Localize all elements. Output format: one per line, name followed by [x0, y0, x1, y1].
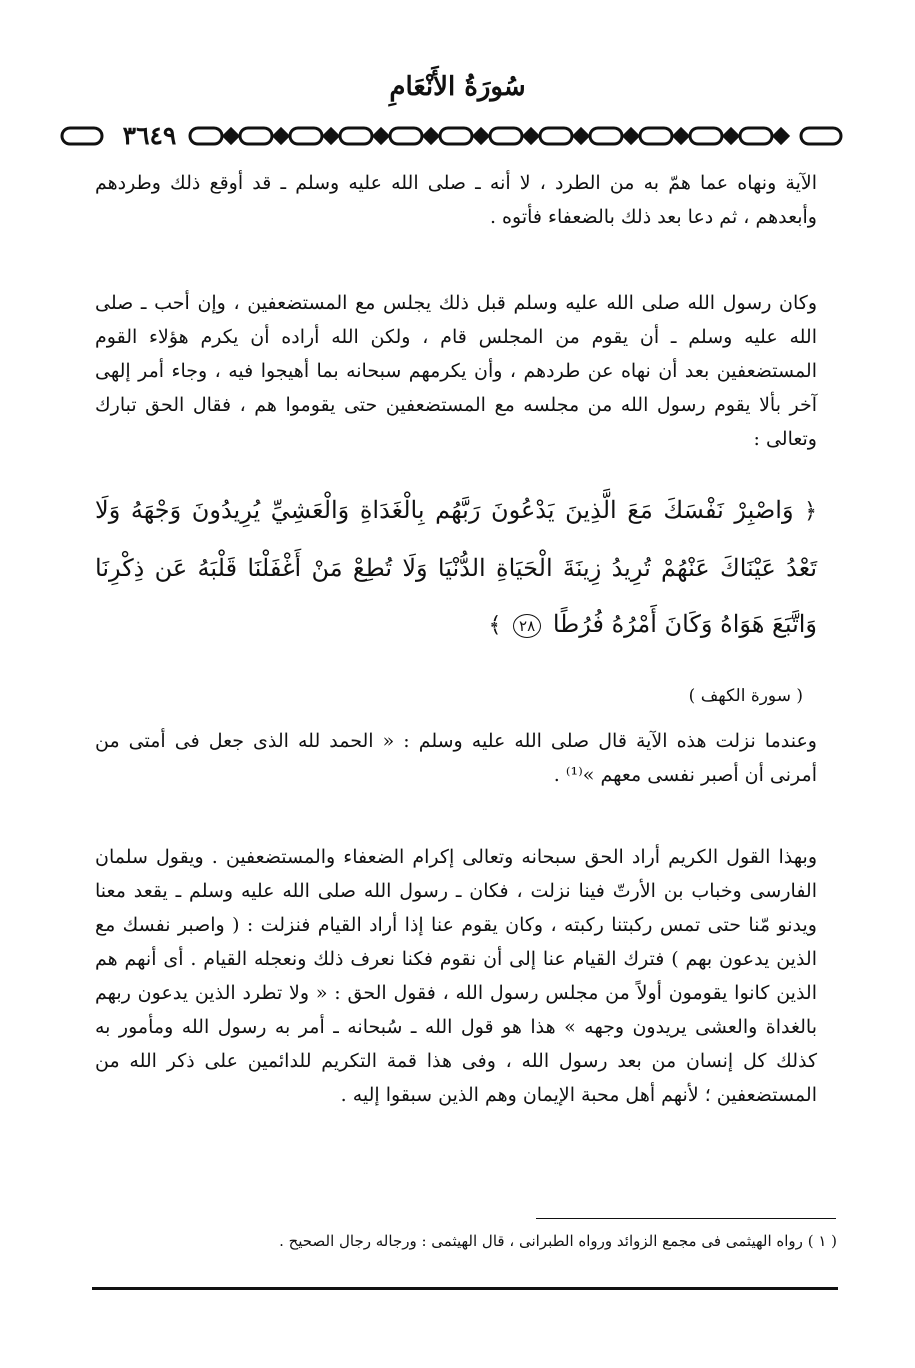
verse-close-ornament: ﴾ — [488, 613, 502, 638]
paragraph-3: وعندما نزلت هذه الآية قال صلى الله عليه وسلم : « الحمد لله الذى جعل فى أمتى من أمرنى أن أصبر نفسى معهم »⁽¹⁾ . — [95, 730, 817, 786]
ayah-number-badge: ٢٨ — [513, 614, 541, 638]
footnote: ( ١ ) رواه الهيثمى فى مجمع الزوائد ورواه الطبرانى ، قال الهيثمى : ورجاله رجال الصحيح . — [279, 1232, 837, 1250]
page-number: ٣٦٤٩ — [112, 116, 187, 156]
bottom-rule — [92, 1287, 838, 1290]
surah-reference: ( سورة الكهف ) — [688, 686, 803, 706]
paragraph-4: وبهذا القول الكريم أراد الحق سبحانه وتعالى إكرام الضعفاء والمستضعفين . ويقول سلمان الفارسى وخباب بن الأرتّ فينا نزلت ، فكان ـ رسول الله صلى الله عليه وسلم ـ يقعد معنا ويدنو مّنا حتى تمس ركبتنا ركبته ، وكان يقوم عنا إذا أراد القيام فنزلت : ( واصبر نفسك مع الذين يدعون بهم ) فترك القيام عنا إلى أن نقوم فكنا نعرف ذلك ونعجله القيام . أى أنهم هم الذين كانوا يقومون أولاً من مجلس رسول الله ، فقول الحق : « ولا تطرد الذين يدعون ربهم بالغداة والعشى يريدون وجهه » هذا هو قول الله ـ سُبحانه ـ أمر به رسول الله ومأمور به كذلك كل إنسان من بعد رسول الله ، وفى هذا قمة التكريم للدائمين على ذكر الله من المستضعفين ؛ لأنهم أهل محبة الإيمان وهم الذين سبقوا إليه . — [95, 846, 817, 1106]
verse-open-ornament: ﴿ — [804, 499, 817, 524]
footnote-divider — [536, 1218, 836, 1219]
paragraph-1: الآية ونهاه عما همّ به من الطرد ، لا أنه ـ صلى الله عليه وسلم ـ قد أوقع ذلك وطردهم وأبعدهم ، ثم دعا بعد ذلك بالضعفاء فأتوه . — [95, 172, 817, 228]
surah-title: سُورَةُ الأَنْعَامِ — [389, 72, 526, 102]
quran-verse — [95, 482, 817, 654]
paragraph-2: وكان رسول الله صلى الله عليه وسلم قبل ذلك يجلس مع المستضعفين ، وإن أحب ـ صلى الله عليه وسلم ـ أن يقوم من المجلس قام ، ولكن الله أراده أن يكرم هؤلاء القوم المستضعفين بعد أن نهاه عن طردهم ، وأن يكرمهم سبحانه بما أهيجوا فيه ، وجاء أمر إلهى آخر بألا يقوم رسول الله من مجلسه مع المستضعفين حتى يقوموا هم ، فقال الحق تبارك وتعالى : — [95, 292, 817, 450]
verse-text: وَاصْبِرْ نَفْسَكَ مَعَ الَّذِينَ يَدْعُونَ رَبَّهُم بِالْغَدَاةِ وَالْعَشِيِّ يُرِيدُونَ وَجْهَهُ وَلَا تَعْدُ عَيْنَاكَ عَنْهُمْ تُرِيدُ زِينَةَ الْحَيَاةِ الدُّنْيَا وَلَا تُطِعْ مَنْ أَغْفَلْنَا قَلْبَهُ عَن ذِكْرِنَا وَاتَّبَعَ هَوَاهُ وَكَانَ أَمْرُهُ فُرُطًا — [95, 496, 817, 638]
